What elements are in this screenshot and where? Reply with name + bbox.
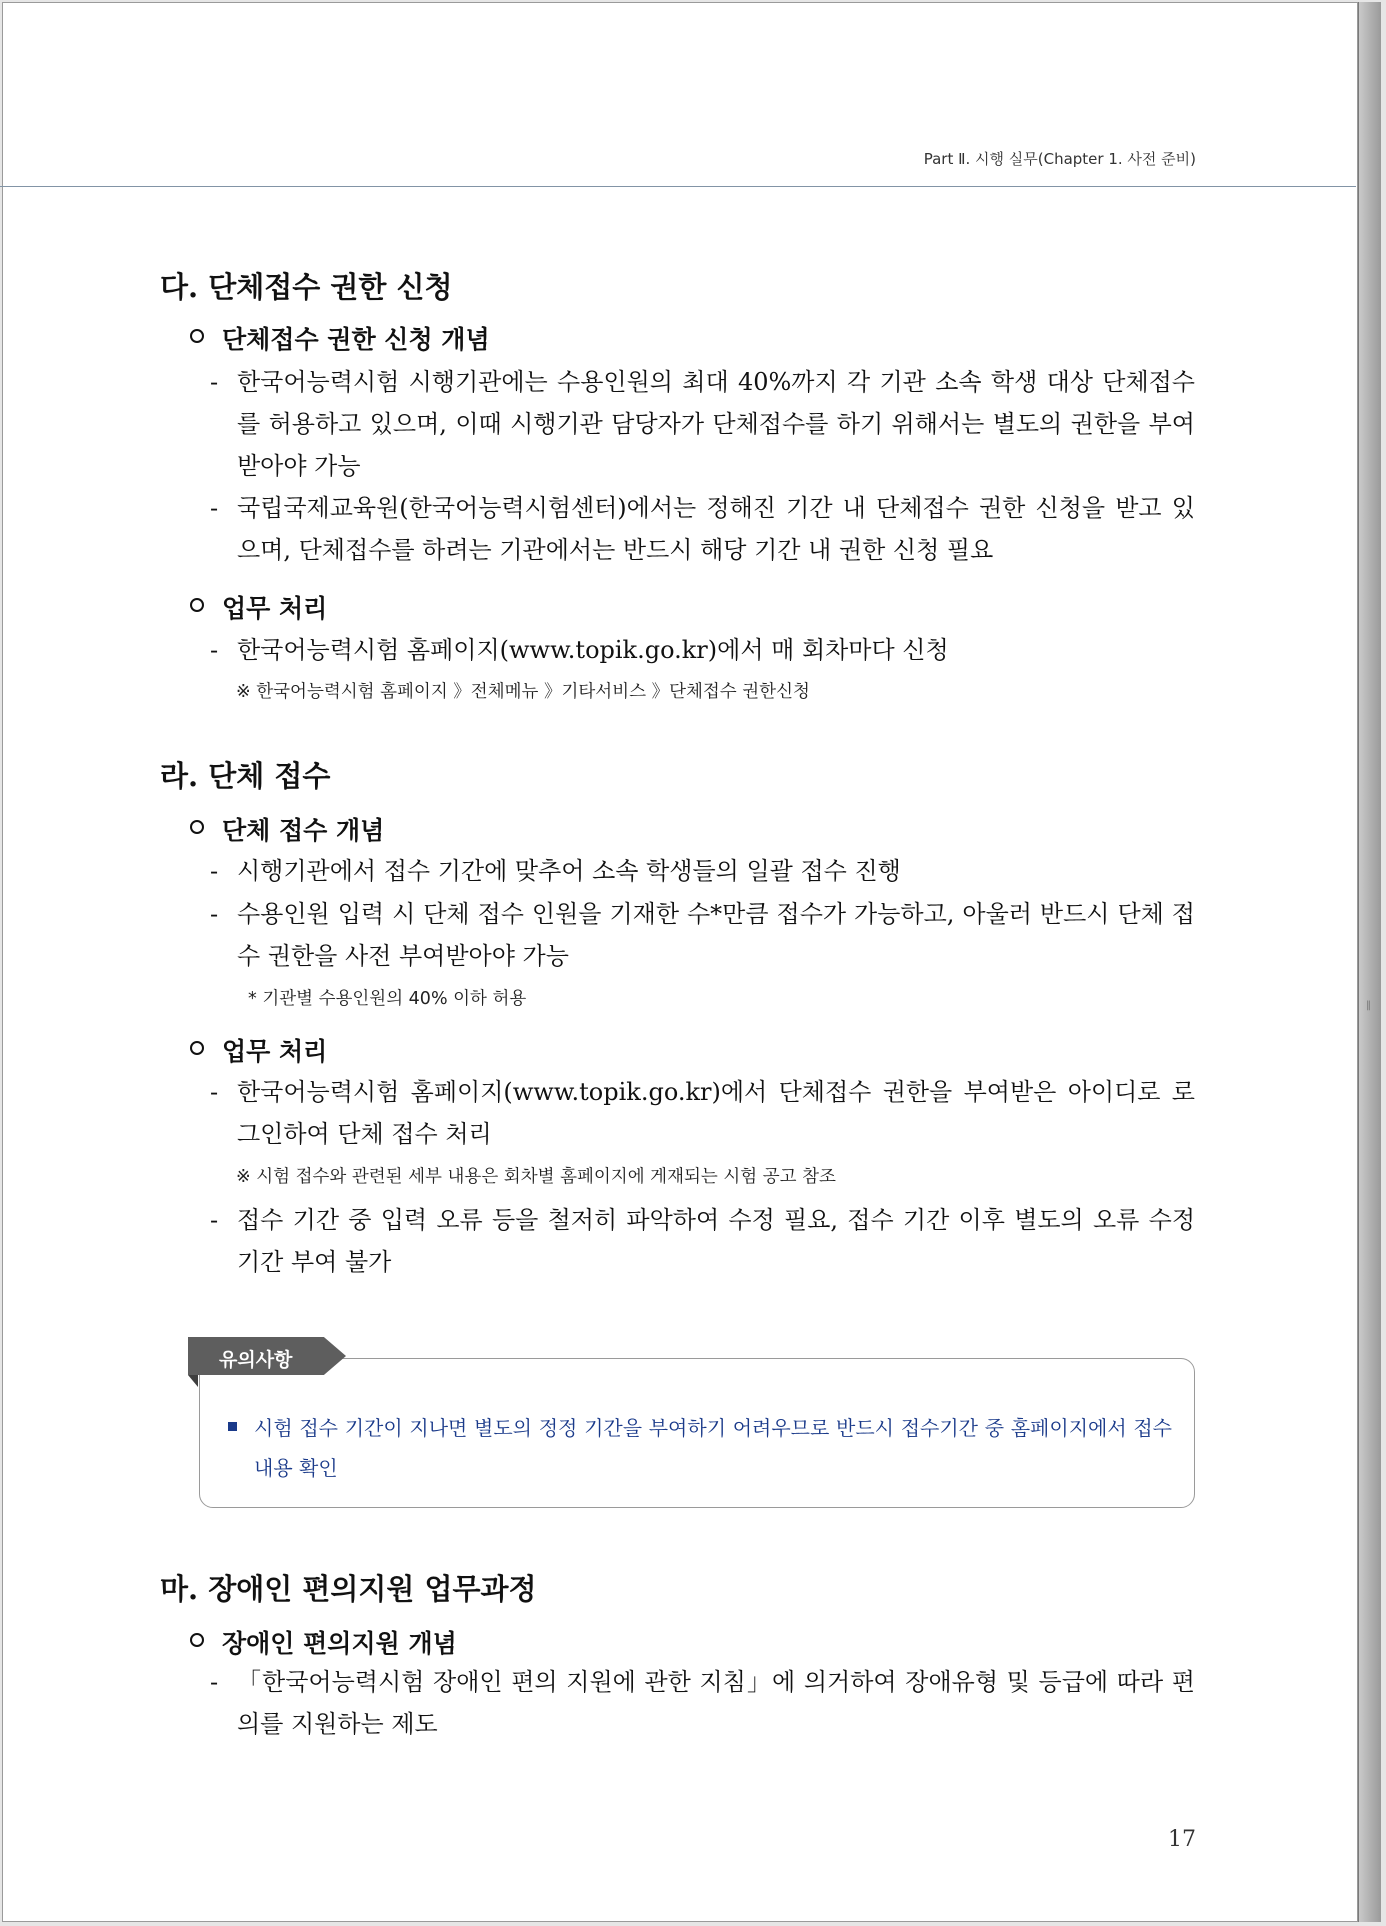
running-header: Part Ⅱ. 시행 실무(Chapter 1. 사전 준비) (923, 150, 1196, 168)
subsection-title: 단체접수 권한 신청 개념 (190, 320, 490, 356)
list-item: - 수용인원 입력 시 단체 접수 인원을 기재한 수*만큼 접수가 가능하고, 아울러 반드시 단체 접수 권한을 사전 부여받아야 가능 (210, 900, 1195, 970)
square-bullet-icon (228, 1422, 237, 1431)
ring-bullet-icon (190, 598, 204, 612)
caution-label: 유의사항 (219, 1349, 293, 1371)
section-title-da: 다. 단체접수 권한 신청 (160, 270, 453, 304)
list-item: - 한국어능력시험 홈페이지(www.topik.go.kr)에서 매 회차마다 신청 (210, 636, 949, 664)
caution-text: 시험 접수 기간이 지나면 별도의 정정 기간을 부여하기 어려우므로 반드시 접수기간 중 홈페이지에서 접수 내용 확인 (254, 1416, 1172, 1480)
subsection-title: 단체 접수 개념 (190, 811, 384, 847)
reference-note: ※ 시험 접수와 관련된 세부 내용은 회차별 홈페이지에 게재되는 시험 공고 참조 (236, 1167, 836, 1187)
subsection-title: 업무 처리 (190, 589, 327, 625)
ring-bullet-icon (190, 1633, 204, 1647)
page-number: 17 (1168, 1827, 1196, 1852)
list-item: - 「한국어능력시험 장애인 편의 지원에 관한 지침」에 의거하여 장애유형 및 등급에 따라 편의를 지원하는 제도 (210, 1668, 1195, 1738)
list-item: - 한국어능력시험 홈페이지(www.topik.go.kr)에서 단체접수 권한을 부여받은 아이디로 로그인하여 단체 접수 처리 (210, 1078, 1195, 1148)
subsection-title: 장애인 편의지원 개념 (190, 1624, 457, 1660)
list-item: - 국립국제교육원(한국어능력시험센터)에서는 정해진 기간 내 단체접수 권한 신청을 받고 있으며, 단체접수를 하려는 기관에서는 반드시 해당 기간 내 권한 신청 필요 (210, 494, 1195, 564)
ring-bullet-icon (190, 1041, 204, 1055)
ring-bullet-icon (190, 329, 204, 343)
edge-mark: ‖ (1366, 1000, 1371, 1011)
section-title-ra: 라. 단체 접수 (160, 759, 331, 793)
footnote: * 기관별 수용인원의 40% 이하 허용 (248, 989, 527, 1009)
section-title-ma: 마. 장애인 편의지원 업무과정 (160, 1572, 537, 1606)
page-edge (1358, 2, 1381, 1922)
list-item: - 한국어능력시험 시행기관에는 수용인원의 최대 40%까지 각 기관 소속 학생 대상 단체접수를 허용하고 있으며, 이때 시행기관 담당자가 단체접수를 하기 위해서는 별도의 권한을 부여받아야 가능 (210, 368, 1195, 480)
ring-bullet-icon (190, 820, 204, 834)
header-rule (0, 186, 1356, 187)
list-item: - 접수 기간 중 입력 오류 등을 철저히 파악하여 수정 필요, 접수 기간 이후 별도의 오류 수정 기간 부여 불가 (210, 1206, 1196, 1276)
list-item: - 시행기관에서 접수 기간에 맞추어 소속 학생들의 일괄 접수 진행 (210, 857, 901, 885)
subsection-title: 업무 처리 (190, 1032, 327, 1068)
reference-note: ※ 한국어능력시험 홈페이지 》전체메뉴 》기타서비스 》단체접수 권한신청 (236, 682, 810, 702)
